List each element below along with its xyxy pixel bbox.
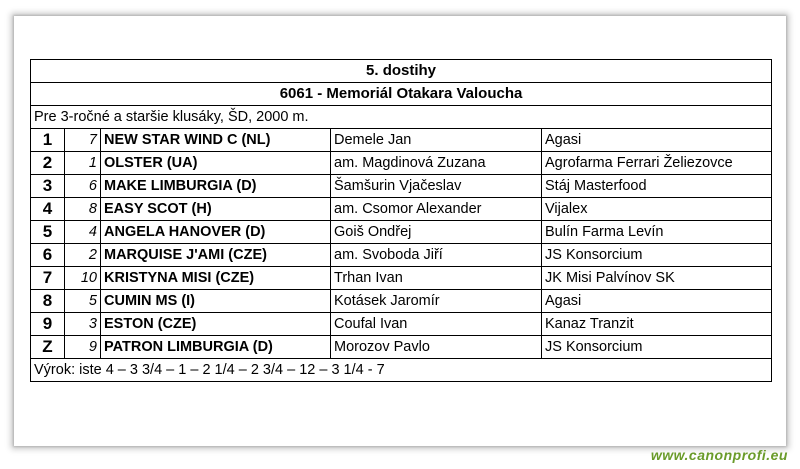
- horse-name-cell: NEW STAR WIND C (NL): [101, 129, 331, 152]
- footer-row: [31, 359, 772, 382]
- horse-name-cell: CUMIN MS (I): [101, 290, 331, 313]
- driver-cell: Goiš Ondřej: [331, 221, 542, 244]
- driver-cell: Morozov Pavlo: [331, 336, 542, 359]
- place-cell: 2: [31, 152, 65, 175]
- owner-cell: JS Konsorcium: [542, 244, 772, 267]
- owner-cell: JK Misi Palvínov SK: [542, 267, 772, 290]
- table-row: [31, 175, 772, 198]
- driver-cell: am. Csomor Alexander: [331, 198, 542, 221]
- place-cell: 1: [31, 129, 65, 152]
- driver-cell: Coufal Ivan: [331, 313, 542, 336]
- table-row: [31, 129, 772, 152]
- start-number-cell: 4: [65, 221, 101, 244]
- table-row: [31, 198, 772, 221]
- start-number-cell: 9: [65, 336, 101, 359]
- race-conditions: Pre 3-ročné a staršie klusáky, ŠD, 2000 m.: [31, 106, 772, 129]
- race-conditions-row: [31, 106, 772, 129]
- place-cell: Z: [31, 336, 65, 359]
- driver-cell: Demele Jan: [331, 129, 542, 152]
- driver-cell: am. Svoboda Jiří: [331, 244, 542, 267]
- verdict-text: Výrok: iste 4 – 3 3/4 – 1 – 2 1/4 – 2 3/4 – 12 – 3 1/4 - 7: [31, 359, 772, 382]
- place-cell: 8: [31, 290, 65, 313]
- place-cell: 4: [31, 198, 65, 221]
- owner-cell: JS Konsorcium: [542, 336, 772, 359]
- place-cell: 6: [31, 244, 65, 267]
- table-row: [31, 267, 772, 290]
- start-number-cell: 7: [65, 129, 101, 152]
- start-number-cell: 8: [65, 198, 101, 221]
- start-number-cell: 1: [65, 152, 101, 175]
- start-number-cell: 2: [65, 244, 101, 267]
- table-row: [31, 244, 772, 267]
- horse-name-cell: KRISTYNA MISI (CZE): [101, 267, 331, 290]
- table-row: [31, 290, 772, 313]
- place-cell: 3: [31, 175, 65, 198]
- horse-name-cell: MARQUISE J'AMI (CZE): [101, 244, 331, 267]
- owner-cell: Bulín Farma Levín: [542, 221, 772, 244]
- owner-cell: Agasi: [542, 129, 772, 152]
- race-name-row: [31, 83, 772, 106]
- start-number-cell: 3: [65, 313, 101, 336]
- owner-cell: Kanaz Tranzit: [542, 313, 772, 336]
- table-row: [31, 313, 772, 336]
- race-title-row: [31, 60, 772, 83]
- place-cell: 5: [31, 221, 65, 244]
- result-rows: [31, 129, 772, 359]
- watermark-text: www.canonprofi.eu: [650, 447, 788, 463]
- start-number-cell: 5: [65, 290, 101, 313]
- driver-cell: am. Magdinová Zuzana: [331, 152, 542, 175]
- table-row: [31, 336, 772, 359]
- owner-cell: Agrofarma Ferrari Želiezovce: [542, 152, 772, 175]
- place-cell: 9: [31, 313, 65, 336]
- place-cell: 7: [31, 267, 65, 290]
- horse-name-cell: ESTON (CZE): [101, 313, 331, 336]
- driver-cell: Šamšurin Vjačeslav: [331, 175, 542, 198]
- horse-name-cell: MAKE LIMBURGIA (D): [101, 175, 331, 198]
- start-number-cell: 6: [65, 175, 101, 198]
- table-row: [31, 221, 772, 244]
- race-name: 6061 - Memoriál Otakara Valoucha: [31, 83, 772, 106]
- driver-cell: Kotásek Jaromír: [331, 290, 542, 313]
- owner-cell: Vijalex: [542, 198, 772, 221]
- horse-name-cell: OLSTER (UA): [101, 152, 331, 175]
- horse-name-cell: EASY SCOT (H): [101, 198, 331, 221]
- race-title: 5. dostihy: [31, 60, 772, 83]
- results-table: [30, 59, 772, 382]
- owner-cell: Agasi: [542, 290, 772, 313]
- driver-cell: Trhan Ivan: [331, 267, 542, 290]
- owner-cell: Stáj Masterfood: [542, 175, 772, 198]
- horse-name-cell: ANGELA HANOVER (D): [101, 221, 331, 244]
- horse-name-cell: PATRON LIMBURGIA (D): [101, 336, 331, 359]
- table-row: [31, 152, 772, 175]
- start-number-cell: 10: [65, 267, 101, 290]
